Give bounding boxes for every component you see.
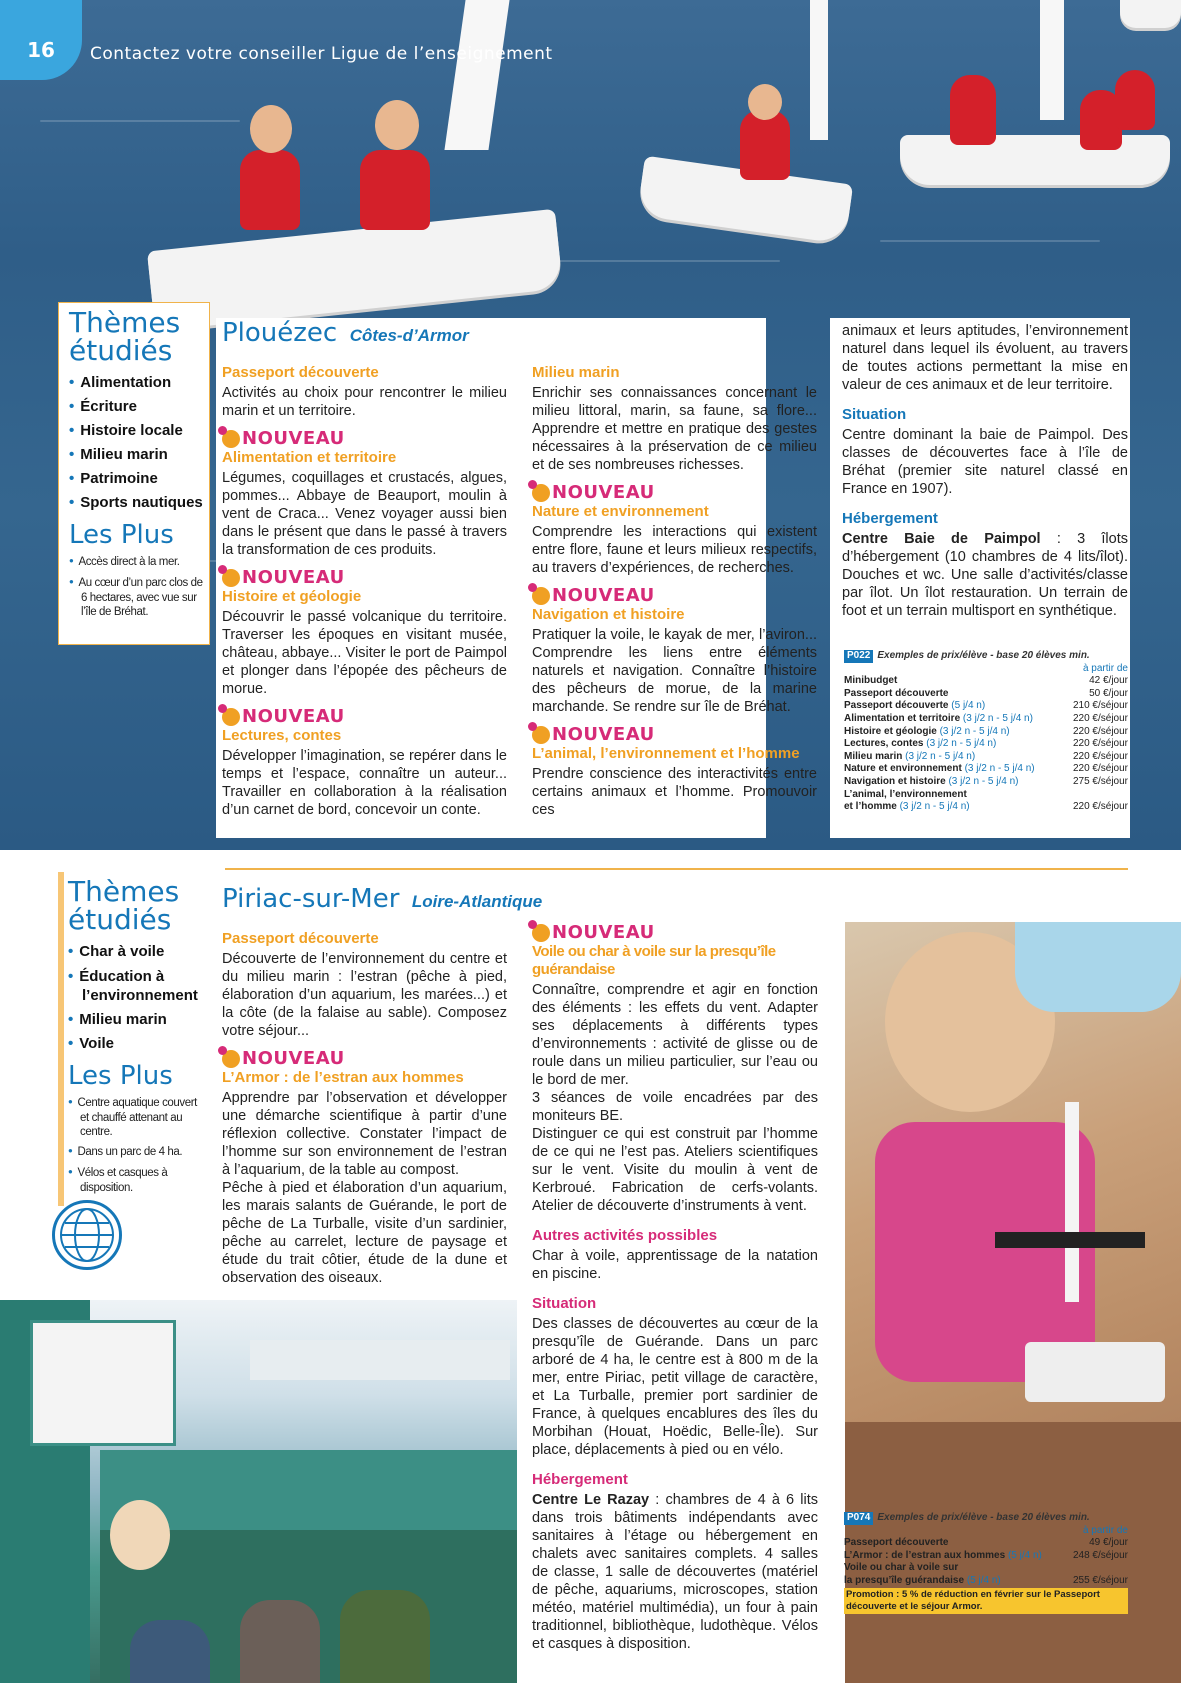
price-caption: Exemples de prix/élève - base 20 élèves min. xyxy=(877,1512,1090,1523)
piriac-section-text: Distinguer ce qui est construit par l’homme de ce qui ne l’est pas. Ateliers scientifiques sur le vent. Visite du moulin à vent de Kerbroué. Fabrication de cerfs-volants. Atelier de découverte d’instruments à vent. xyxy=(532,1126,818,1214)
federation-logo xyxy=(52,1200,122,1270)
ploue-hebergement-text: Centre Baie de Paimpol : 3 îlots d’hébergement (10 chambres de 4 lits/îlot). Douches et wc. Une salle d’activités/classe par îlot. Un îlot restauration. Un terrain de foot et un terrain multisport en synthétique. xyxy=(842,531,1128,619)
list-item: ● Centre aquatique couvert et chauffé attenant au centre. xyxy=(68,1096,206,1139)
piriac-heading xyxy=(222,884,542,914)
promotion-note: Promotion : 5 % de réduction en février sur le Passeport découverte et le séjour Armor. xyxy=(844,1588,1128,1614)
ploue-section-text: Développer l’imagination, se repérer dans le temps et l’espace, connaître un auteur... Travailler en collaboration à la réalisation d’un carnet de bord, concevoir un conte. xyxy=(222,748,507,818)
ploue-title: Plouézec xyxy=(222,318,338,348)
piriac-col2 xyxy=(532,918,818,1653)
table-row: Nature et environnement (3 j/2 n - 5 j/4 n) 220 €/séjour xyxy=(844,763,1128,775)
piriac-col1 xyxy=(222,926,507,1287)
ploue-plus-title: Les Plus xyxy=(69,520,174,550)
harbor-photo xyxy=(0,1300,517,1683)
list-item: • Patrimoine xyxy=(69,467,205,491)
price-from: à partir de xyxy=(1082,1524,1128,1536)
ploue-subtitle: Côtes-d’Armor xyxy=(349,326,469,345)
ploue-section-text: Comprendre les interactions qui existent entre flore, faune et leurs milieux respectifs, au travers d’expériences, de recherches. xyxy=(532,524,817,576)
price-code: P074 xyxy=(844,1512,873,1525)
piriac-section-title: L’Armor : de l’estran aux hommes xyxy=(222,1069,464,1086)
table-row: Histoire et géologie (3 j/2 n - 5 j/4 n) 220 €/séjour xyxy=(844,725,1128,737)
table-row: Lectures, contes (3 j/2 n - 5 j/4 n) 220 €/séjour xyxy=(844,738,1128,750)
piriac-situation-text: Des classes de découvertes au cœur de la presqu’île de Guérande. Dans un parc arboré de 4 ha, le centre est à 800 m de la mer, entre Piriac, petit village de caractère, et La Turballe, premier port sardinier de France, à quelques encablures des îles du Morbihan (Houat, Hoëdic, Belle-Île). Sur place, déplacements à pied ou en vélo. xyxy=(532,1316,818,1458)
ploue-price-table xyxy=(844,650,1128,814)
list-item: • Milieu marin xyxy=(69,443,205,467)
price-code: P022 xyxy=(844,650,873,663)
ploue-section-title: Histoire et géologie xyxy=(222,588,362,605)
list-item: • Alimentation xyxy=(69,371,205,395)
ploue-situation-title: Situation xyxy=(842,406,907,423)
nouveau-dot-icon xyxy=(222,1050,240,1068)
ploue-section-text: Enrichir ses connaissances concernant le milieu littoral, marin, sa faune, sa flore... Apprendre et mettre en pratique des gestes nécessaires à la préservation de ce milieu et de ses nombreuses richesses. xyxy=(532,385,817,473)
ploue-section-text: Découvrir le passé volcanique du territoire. Traverser les époques en visitant musée, château, abbaye... Visiter le port de Paimpol et plonger dans l’épopée des pêcheurs de morue. xyxy=(222,609,507,697)
page-number: 16 xyxy=(0,0,82,80)
nouveau-dot-icon xyxy=(532,726,550,744)
nouveau-badge: NOUVEAU xyxy=(532,482,817,503)
nouveau-badge: NOUVEAU xyxy=(222,706,507,727)
ploue-themes-title: Thèmes étudiés xyxy=(69,306,181,367)
price-from: à partir de xyxy=(1082,662,1128,674)
table-row: Passeport découverte 50 €/jour xyxy=(844,687,1128,699)
piriac-hebergement-title: Hébergement xyxy=(532,1471,628,1488)
list-item: • Char à voile xyxy=(68,940,206,964)
list-item: ● Au cœur d’un parc clos de 6 hectares, avec vue sur l’île de Bréhat. xyxy=(69,576,205,619)
list-item: • Éducation à l’environnement xyxy=(68,967,206,1005)
ploue-section-title: Nature et environnement xyxy=(532,503,709,520)
nouveau-badge: NOUVEAU xyxy=(222,567,507,588)
list-item: ● Accès direct à la mer. xyxy=(69,555,205,570)
table-row: Minibudget 42 €/jour xyxy=(844,675,1128,687)
list-item: • Voile xyxy=(68,1032,206,1056)
ploue-section-text: Légumes, coquillages et crustacés, algues, pommes... Abbaye de Beauport, moulin à vent de Craca... Venez voyager aussi bien dans le présent que dans le passé à travers la transformation de ces produits. xyxy=(222,470,507,558)
list-item: ● Vélos et casques à disposition. xyxy=(68,1166,206,1195)
list-item: ● Dans un parc de 4 ha. xyxy=(68,1145,206,1160)
nouveau-badge: NOUVEAU xyxy=(532,585,817,606)
nouveau-badge: NOUVEAU xyxy=(222,428,507,449)
piriac-section-text: Pêche à pied et élaboration d’un aquarium, les marais salants de Guérande, le port de pêche de La Turballe, visite d’un sardinier, pêche au carrelet, lecture de paysage et étude du trait côtier, étude de la dune et observation des oiseaux. xyxy=(222,1180,507,1286)
ploue-plus-list xyxy=(69,555,205,619)
price-caption: Exemples de prix/élève - base 20 élèves min. xyxy=(877,650,1090,661)
nouveau-dot-icon xyxy=(222,430,240,448)
piriac-section-text: Connaître, comprendre et agir en fonction des éléments : les effets du vent. Adapter ses déplacements à différents types d’environnements : activité de glisse ou de roule dans un milieu particulier, sur l’eau ou le bord de mer. xyxy=(532,982,818,1088)
ploue-themes-list xyxy=(69,371,205,515)
price-header xyxy=(844,1512,1128,1525)
nouveau-dot-icon xyxy=(532,484,550,502)
nouveau-dot-icon xyxy=(532,587,550,605)
nouveau-dot-icon xyxy=(532,924,550,942)
list-item: • Sports nautiques xyxy=(69,491,205,515)
running-title: Contactez votre conseiller Ligue de l’enseignement xyxy=(90,44,553,64)
ploue-section-text: Prendre conscience des interactivités entre certains animaux et l’homme. Promouvoir ces xyxy=(532,766,817,818)
ploue-section-text: Activités au choix pour rencontrer le milieu marin et un territoire. xyxy=(222,385,507,419)
ploue-section-title: Milieu marin xyxy=(532,364,620,381)
section-divider xyxy=(225,868,1128,870)
piriac-title: Piriac-sur-Mer xyxy=(222,884,400,914)
piriac-section-text: Char à voile, apprentissage de la natation en piscine. xyxy=(532,1248,818,1282)
table-row: Alimentation et territoire (3 j/2 n - 5 j/4 n) 220 €/séjour xyxy=(844,712,1128,724)
piriac-plus-title: Les Plus xyxy=(68,1061,173,1091)
ploue-hebergement-title: Hébergement xyxy=(842,510,938,527)
piriac-section-text: 3 séances de voile encadrées par des moniteurs BE. xyxy=(532,1090,818,1124)
ploue-section-text: animaux et leurs aptitudes, l’environnement naturel dans lequel ils évoluent, au travers de toutes actions permettant la mise en valeur de ces animaux et de leur territoire. xyxy=(842,323,1128,393)
nouveau-badge: NOUVEAU xyxy=(532,922,818,943)
table-row: L’animal, l’environnement et l’homme (3 j/2 n - 5 j/4 n) 220 €/séjour xyxy=(844,788,1128,813)
table-row: Voile ou char à voile sur la presqu’île guérandaise (5 j/4 n) 255 €/séjour xyxy=(844,1562,1128,1586)
piriac-section-text: Découverte de l’environnement du centre et du milieu marin : l’estran (pêche à pied, élaboration d’un aquarium, les marées...) et la côte (de la falaise au sable). Composez votre séjour... xyxy=(222,951,507,1039)
piriac-section-title: Autres activités possibles xyxy=(532,1227,718,1244)
nouveau-badge: NOUVEAU xyxy=(222,1048,507,1069)
piriac-plus-list xyxy=(68,1096,206,1195)
price-header xyxy=(844,650,1128,663)
globe-icon xyxy=(55,1203,119,1267)
table-row: Passeport découverte 49 €/jour xyxy=(844,1537,1128,1549)
list-item: • Écriture xyxy=(69,395,205,419)
ploue-section-title: Navigation et histoire xyxy=(532,606,685,623)
piriac-themes-title: Thèmes étudiés xyxy=(68,875,180,936)
ploue-heading xyxy=(222,318,469,348)
ploue-section-title: Lectures, contes xyxy=(222,727,342,744)
piriac-section-text: Apprendre par l’observation et développer une démarche scientifique à partir d’une réflexion collective. Constater l’impact de l’homme sur son environnement de l’estran à l’aquarium, de la table au compost. xyxy=(222,1090,507,1178)
table-row: Navigation et histoire (3 j/2 n - 5 j/4 n) 275 €/séjour xyxy=(844,775,1128,787)
table-row: Passeport découverte (5 j/4 n) 210 €/séjour xyxy=(844,700,1128,712)
nouveau-dot-icon xyxy=(222,708,240,726)
ploue-situation-text: Centre dominant la baie de Paimpol. Des classes de découvertes face à l’île de Bréhat (premier site naturel classé en France en 1907). xyxy=(842,427,1128,497)
piriac-section-title: Voile ou char à voile sur la presqu’île guérandaise xyxy=(532,943,776,978)
piriac-section-title: Passeport découverte xyxy=(222,930,379,947)
ploue-col1 xyxy=(222,360,507,819)
piriac-themes-list xyxy=(68,940,206,1056)
ploue-section-title: Passeport découverte xyxy=(222,364,379,381)
ploue-section-title: L’animal, l’environnement et l’homme xyxy=(532,745,800,762)
piriac-subtitle: Loire-Atlantique xyxy=(411,892,543,911)
piriac-price-table xyxy=(844,1512,1128,1614)
list-item: • Histoire locale xyxy=(69,419,205,443)
ploue-section-title: Alimentation et territoire xyxy=(222,449,397,466)
piriac-hebergement-text: Centre Le Razay : chambres de 4 à 6 lits dans trois bâtiments indépendants avec sanitaires à l’étage ou hébergement en chalets avec sanitaires complets. 4 salles de classe, 1 salle de découvertes (matériel de pêche, aquariums, microscopes, station météo, matériel multimédia), un four à pain traditionnel, bibliothèque, ludothèque. Vélos et casques à disposition. xyxy=(532,1492,819,1652)
nouveau-badge: NOUVEAU xyxy=(532,724,817,745)
piriac-situation-title: Situation xyxy=(532,1295,597,1312)
piriac-sidebox xyxy=(58,872,210,1206)
list-item: • Milieu marin xyxy=(68,1008,206,1032)
table-row: L’Armor : de l’estran aux hommes (5 j/4 n) 248 €/séjour xyxy=(844,1549,1128,1561)
ploue-col3 xyxy=(842,322,1128,620)
ploue-sidebox xyxy=(58,302,210,645)
ploue-col2 xyxy=(532,360,817,819)
table-row: Milieu marin (3 j/2 n - 5 j/4 n) 220 €/séjour xyxy=(844,750,1128,762)
nouveau-dot-icon xyxy=(222,569,240,587)
ploue-section-text: Pratiquer la voile, le kayak de mer, l’aviron... Comprendre les liens entre éléments naturels et navigation. Connaître l’histoire des pêcheurs de morue, de la marine marchande. Se rendre sur île de Bréhat. xyxy=(532,627,817,715)
